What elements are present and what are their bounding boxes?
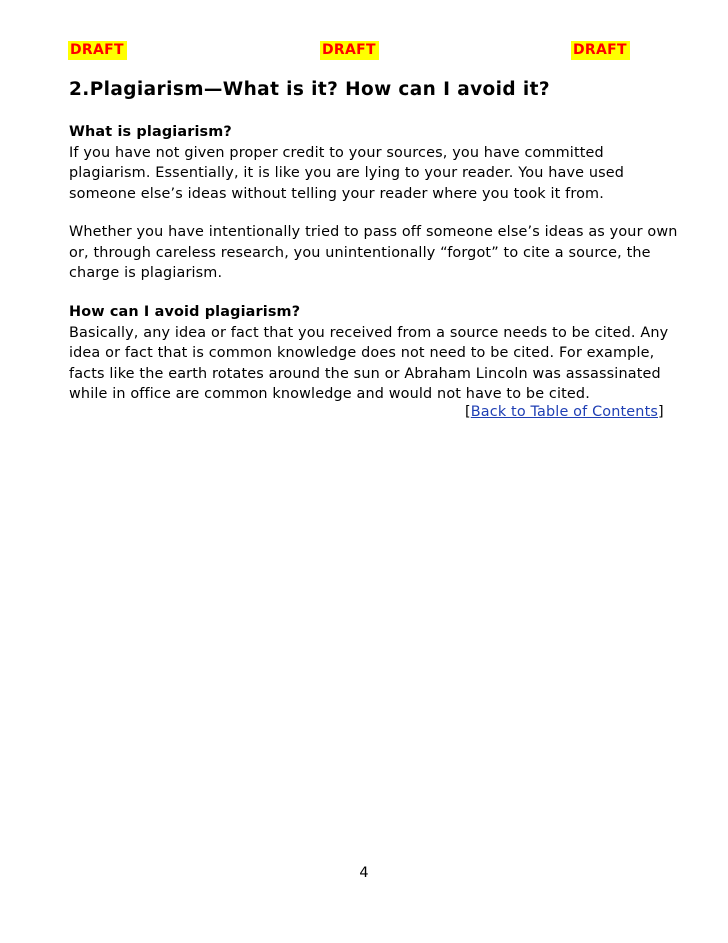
back-to-toc-link[interactable]: Back to Table of Contents xyxy=(470,404,659,420)
paragraph-line: Basically, any idea or fact that you received from a source needs to be cited. Any xyxy=(69,324,669,341)
avoid-plagiarism-block xyxy=(69,302,689,405)
page-number: 4 xyxy=(359,865,369,881)
draft-label-right: DRAFT xyxy=(571,41,630,60)
paragraph-line: someone else’s ideas without telling your reader where you took it from. xyxy=(69,185,604,202)
paragraph-line: facts like the earth rotates around the sun or Abraham Lincoln was assassinated xyxy=(69,365,661,382)
draft-label-center: DRAFT xyxy=(320,41,379,60)
paragraph-line: idea or fact that is common knowledge does not need to be cited. For example, xyxy=(69,345,655,361)
what-is-plagiarism-block xyxy=(69,122,689,204)
intentional-plagiarism-paragraph xyxy=(69,222,689,284)
question-how-to-avoid: How can I avoid plagiarism? xyxy=(69,304,301,320)
paragraph-line: while in office are common knowledge and would not have to be cited. xyxy=(69,386,590,402)
close-bracket: ] xyxy=(658,404,664,420)
paragraph-line: If you have not given proper credit to your sources, you have committed xyxy=(69,144,604,161)
section-heading: 2.Plagiarism—What is it? How can I avoid it? xyxy=(69,79,551,100)
paragraph-line: or, through careless research, you unintentionally “forgot” to cite a source, the xyxy=(69,244,651,261)
draft-header xyxy=(0,41,728,61)
question-what-is-plagiarism: What is plagiarism? xyxy=(69,124,232,140)
paragraph-line: Whether you have intentionally tried to pass off someone else’s ideas as your own xyxy=(69,224,678,240)
paragraph-line: charge is plagiarism. xyxy=(69,265,223,281)
draft-label-left: DRAFT xyxy=(68,41,127,60)
paragraph-line: plagiarism. Essentially, it is like you are lying to your reader. You have used xyxy=(69,165,625,181)
back-to-toc xyxy=(465,402,664,423)
open-bracket: [ xyxy=(465,404,471,420)
